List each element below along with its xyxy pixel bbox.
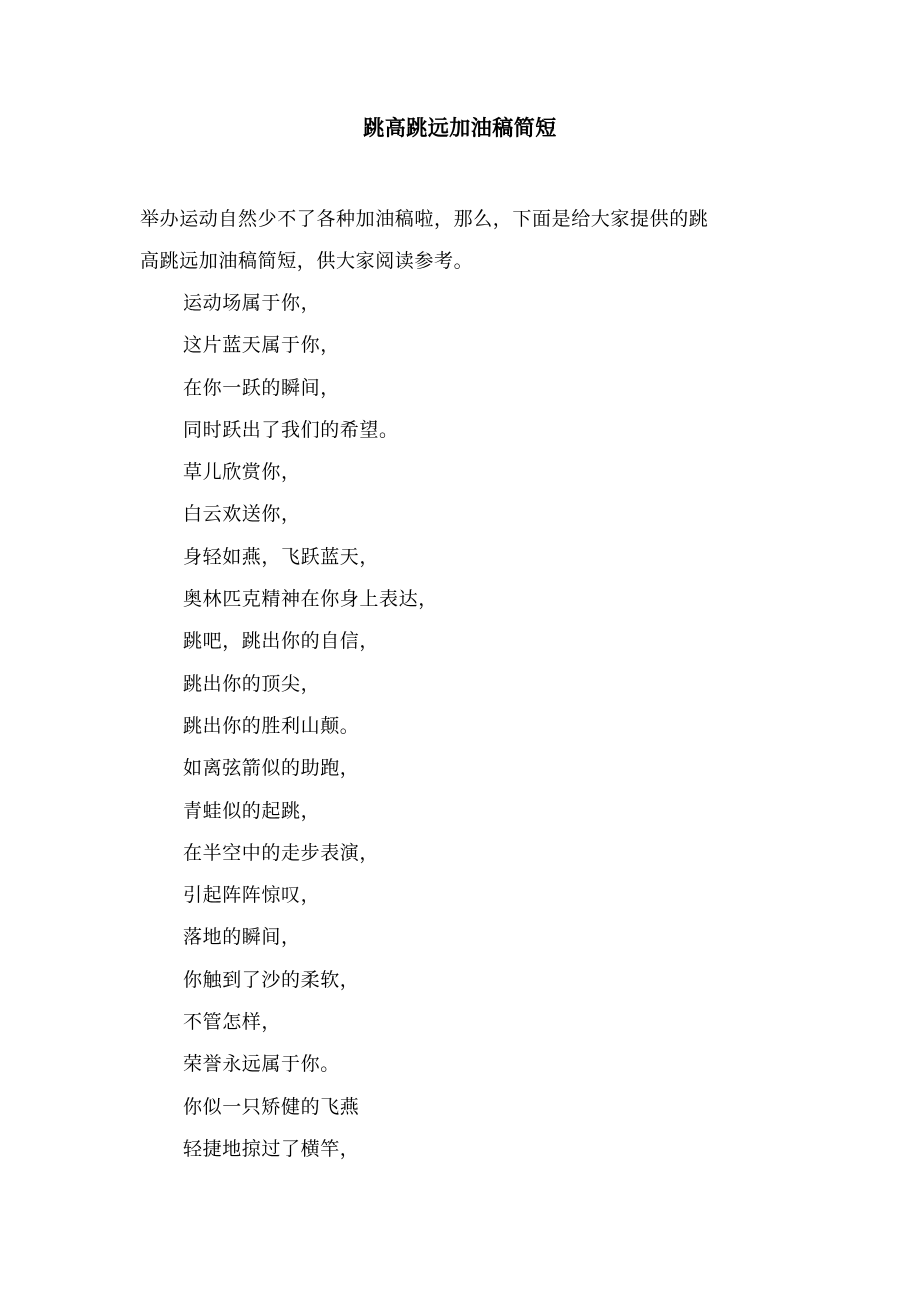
poem-verse: 轻捷地掠过了横竿， xyxy=(183,1137,360,1160)
poem-verse: 在半空中的走步表演， xyxy=(183,841,380,864)
document-title: 跳高跳远加油稿简短 xyxy=(363,115,557,140)
poem-verse: 落地的瞬间， xyxy=(183,926,301,949)
poem-verse: 引起阵阵惊叹， xyxy=(183,884,321,907)
poem-verse: 如离弦箭似的助跑， xyxy=(183,757,360,780)
intro-paragraph xyxy=(140,198,780,282)
poem-verse: 你触到了沙的柔软， xyxy=(183,968,360,991)
poem-verse: 跳出你的胜利山颠。 xyxy=(183,714,360,737)
poem-verse: 白云欢送你， xyxy=(183,503,301,526)
poem-verse: 你似一只矫健的飞燕 xyxy=(183,1095,360,1118)
intro-line: 高跳远加油稿简短，供大家阅读参考。 xyxy=(140,250,474,272)
poem-verse: 跳出你的顶尖， xyxy=(183,672,321,695)
poem-verse: 草儿欣赏你， xyxy=(183,461,301,484)
poem-verse: 在你一跃的瞬间， xyxy=(183,376,340,399)
poem-body xyxy=(183,282,783,1170)
poem-verse: 身轻如燕，飞跃蓝天， xyxy=(183,545,380,568)
poem-verse: 跳吧，跳出你的自信， xyxy=(183,630,380,653)
poem-verse: 奥林匹克精神在你身上表达， xyxy=(183,588,438,611)
poem-verse: 荣誉永远属于你。 xyxy=(183,1053,340,1076)
poem-verse: 运动场属于你， xyxy=(183,292,321,314)
poem-verse: 不管怎样， xyxy=(183,1011,282,1034)
poem-verse: 这片蓝天属于你， xyxy=(183,334,340,357)
poem-verse: 青蛙似的起跳， xyxy=(183,799,321,822)
intro-line: 举办运动自然少不了各种加油稿啦，那么，下面是给大家提供的跳 xyxy=(140,208,709,230)
poem-verse: 同时跃出了我们的希望。 xyxy=(183,418,399,441)
